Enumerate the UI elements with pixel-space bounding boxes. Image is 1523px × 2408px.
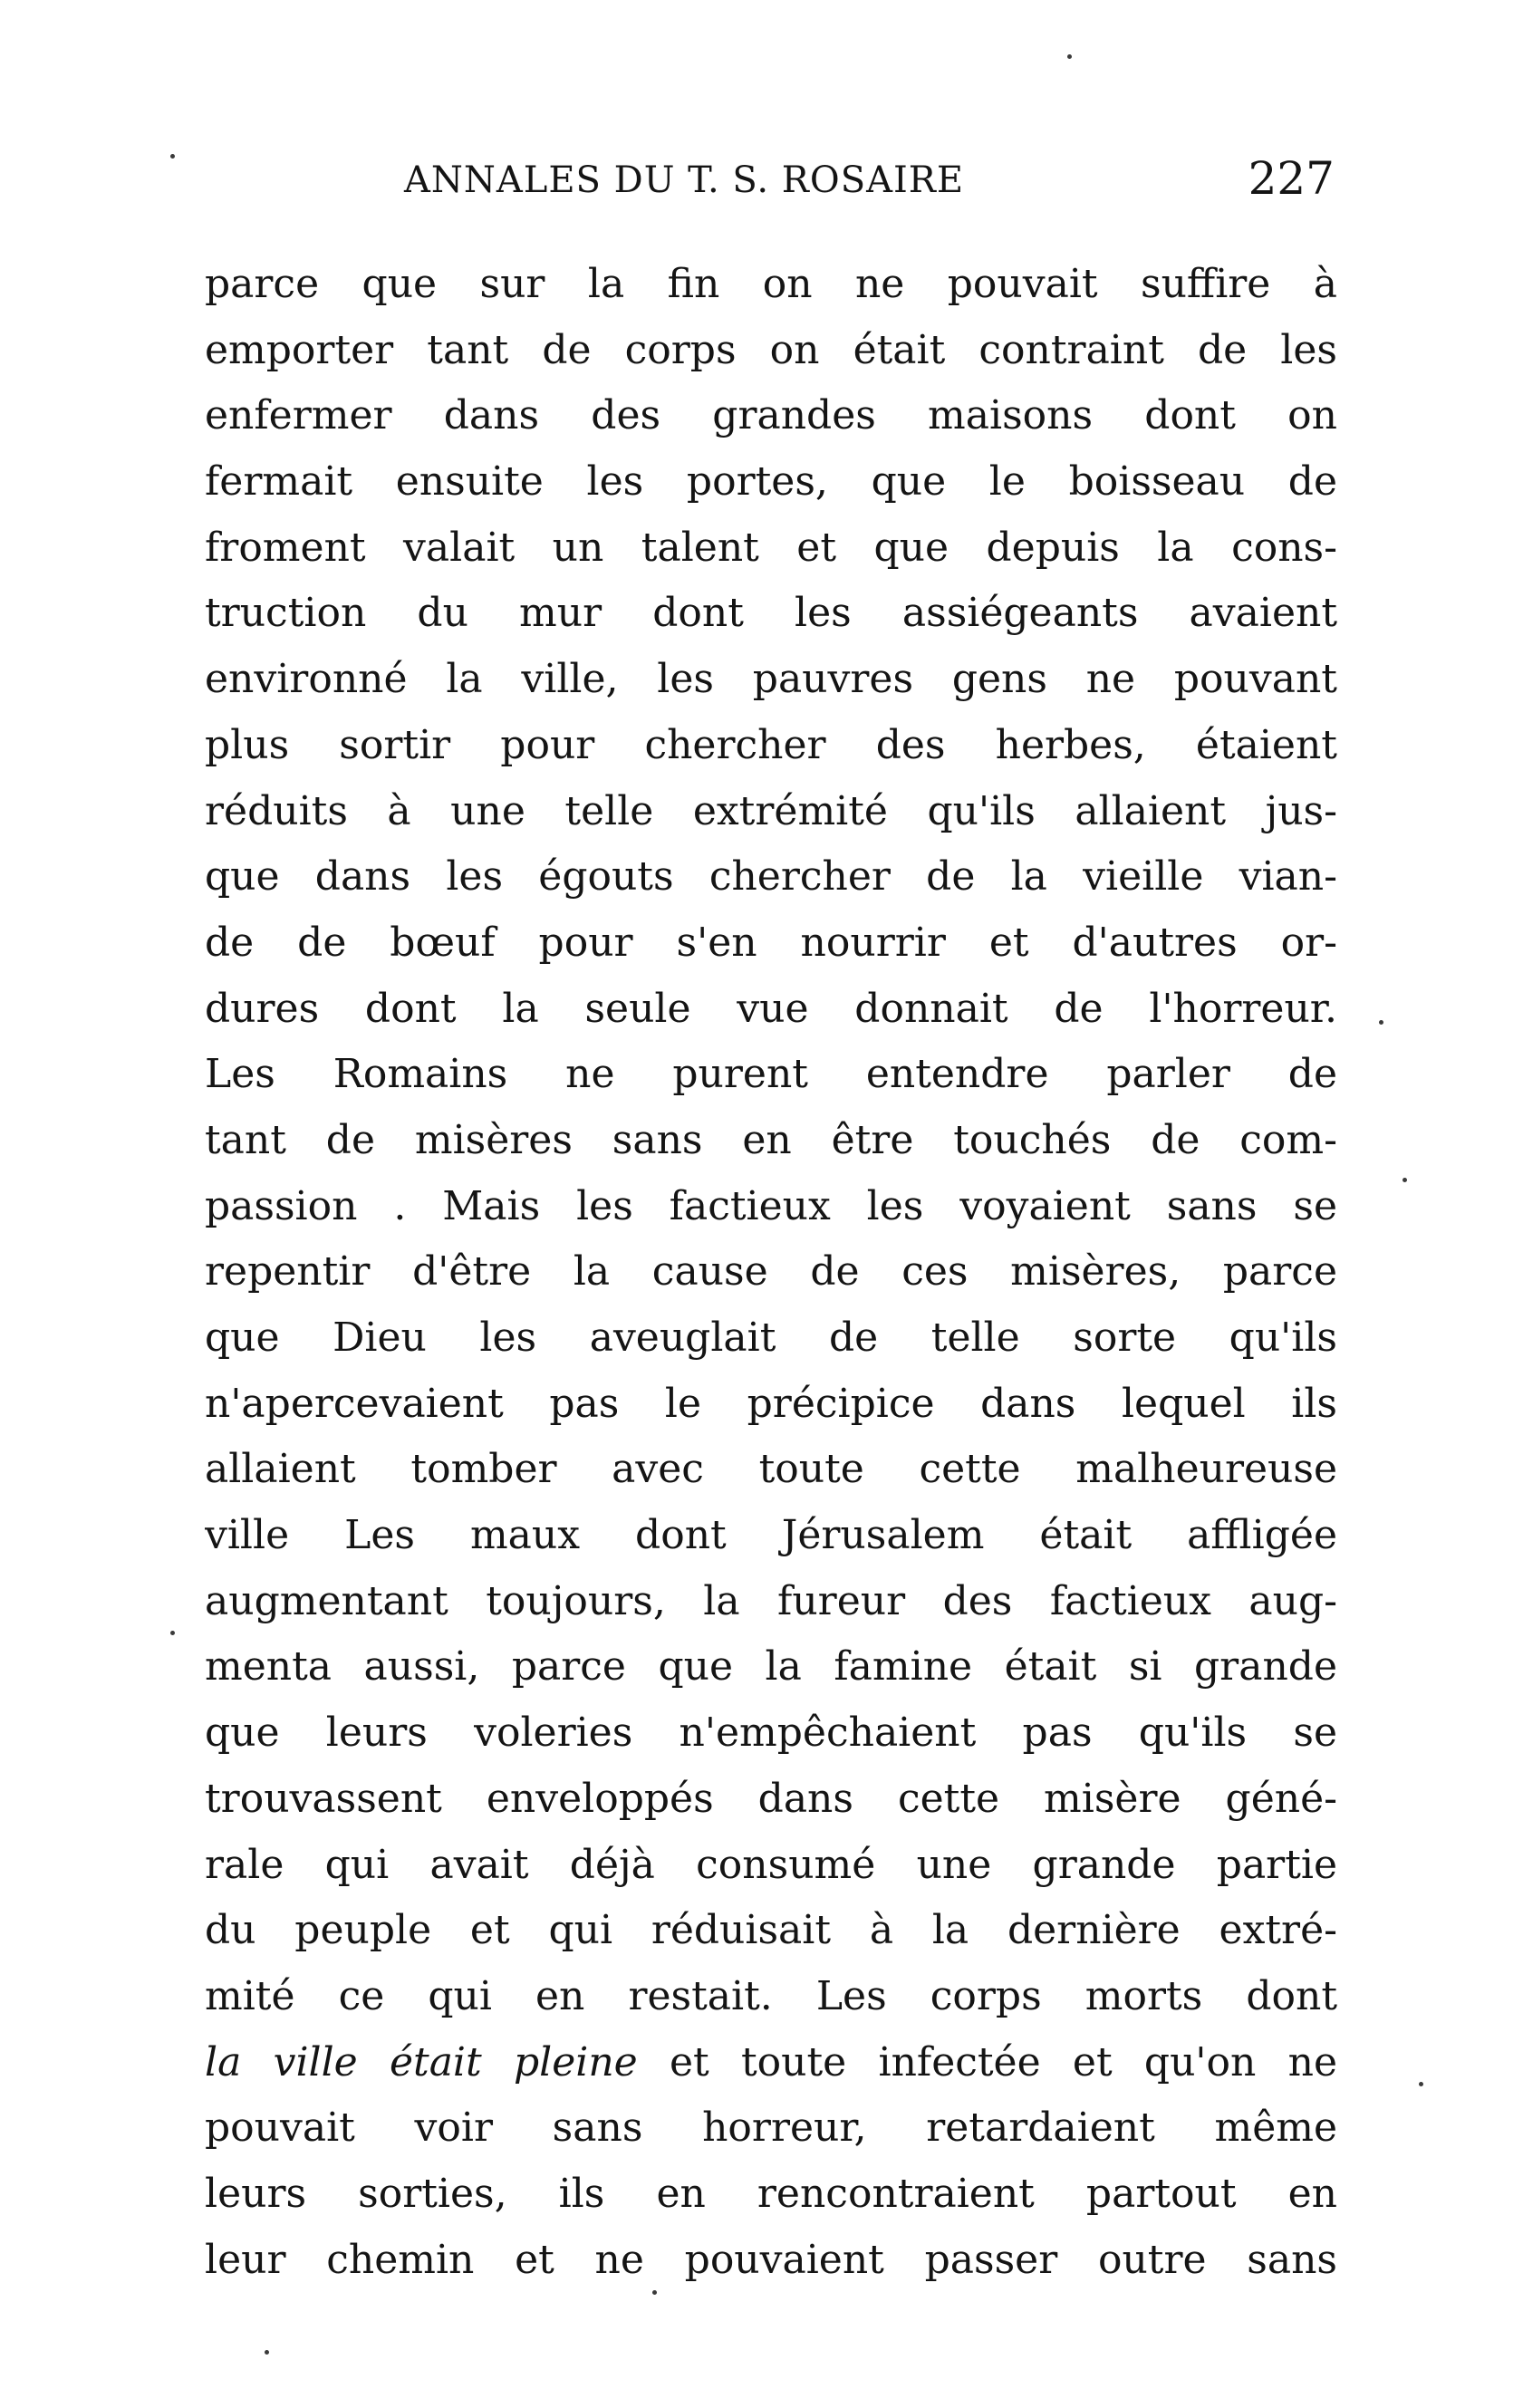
body-text: [205, 252, 1337, 2293]
text-line: leurs sorties, ils en rencontraient partout en: [205, 2170, 1337, 2217]
print-speck: [1403, 1178, 1407, 1182]
text-line: environné la ville, les pauvres gens ne pouvant: [205, 656, 1337, 703]
text-line: tant de misères sans en être touchés de com-: [205, 1116, 1337, 1163]
italic-phrase: la ville était pleine: [205, 2038, 638, 2085]
text-line: réduits à une telle extrémité qu'ils allaient jus-: [205, 787, 1337, 834]
text-line: ville Les maux dont Jérusalem était affligée: [205, 1512, 1337, 1559]
text-line: dures dont la seule vue donnait de l'horreur.: [205, 985, 1337, 1032]
text-line: que leurs voleries n'empêchaient pas qu'ils se: [205, 1710, 1337, 1757]
text-line-italic-phrase: [205, 2030, 1337, 2096]
text-line: que dans les égouts chercher de la vieille vian-: [205, 853, 1337, 901]
text-line: rale qui avait déjà consumé une grande partie: [205, 1841, 1337, 1888]
print-speck: [170, 154, 175, 159]
text-line: de de bœuf pour s'en nourrir et d'autres or-: [205, 919, 1337, 966]
text-line: que Dieu les aveuglait de telle sorte qu'ils: [205, 1315, 1337, 1361]
text-line: emporter tant de corps on était contraint de les: [205, 326, 1337, 373]
text-line: pouvait voir sans horreur, retardaient même: [205, 2105, 1337, 2152]
running-head: [207, 152, 1335, 216]
text-line: du peuple et qui réduisait à la dernière extré-: [205, 1907, 1337, 1954]
text-line: plus sortir pour chercher des herbes, étaient: [205, 721, 1337, 768]
text-line: enfermer dans des grandes maisons dont on: [205, 392, 1337, 439]
text-line: n'apercevaient pas le précipice dans lequel ils: [205, 1380, 1337, 1427]
text-line: augmentant toujours, la fureur des factieux aug-: [205, 1577, 1337, 1624]
running-title: ANNALES DU T. S. ROSAIRE: [404, 159, 965, 201]
print-speck: [170, 1631, 175, 1635]
text-line: allaient tomber avec toute cette malheureuse: [205, 1446, 1337, 1493]
text-line: passion . Mais les factieux les voyaient sans se: [205, 1182, 1337, 1229]
text-line: Les Romains ne purent entendre parler de: [205, 1051, 1337, 1098]
italic-line-rest: et toute infectée et qu'on ne: [637, 2038, 1337, 2085]
text-line: menta aussi, parce que la famine était si grande: [205, 1643, 1337, 1690]
print-speck: [1419, 2082, 1423, 2086]
page-number: 227: [1248, 152, 1335, 205]
text-line: repentir d'être la cause de ces misères, parce: [205, 1248, 1337, 1296]
text-line: mité ce qui en restait. Les corps morts dont: [205, 1972, 1337, 2019]
print-speck: [1379, 1020, 1383, 1025]
text-line: truction du mur dont les assiégeants avaient: [205, 590, 1337, 637]
text-line: fermait ensuite les portes, que le boisseau de: [205, 458, 1337, 506]
text-line: parce que sur la fin on ne pouvait suffire à: [205, 261, 1337, 307]
text-line: leur chemin et ne pouvaient passer outre sans: [205, 2236, 1337, 2283]
print-speck: [652, 2290, 657, 2295]
text-line: froment valait un talent et que depuis la cons-: [205, 524, 1337, 571]
text-line: trouvassent enveloppés dans cette misère géné-: [205, 1775, 1337, 1822]
print-speck: [1067, 54, 1072, 59]
print-speck: [265, 2350, 269, 2355]
